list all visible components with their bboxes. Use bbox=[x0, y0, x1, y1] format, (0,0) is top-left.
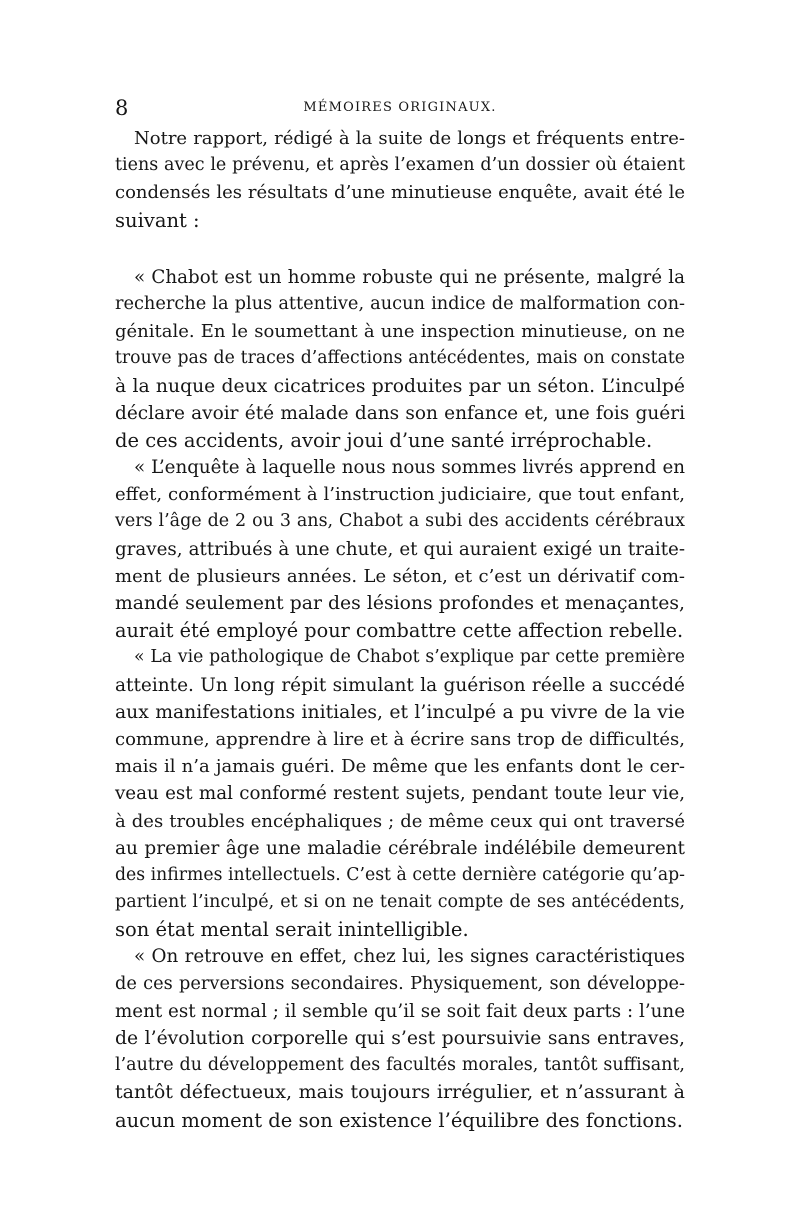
text-line: « La vie pathologique de Chabot s’explique par cette première bbox=[134, 647, 685, 668]
running-head: MÉMOIRES ORIGINAUX. bbox=[303, 100, 497, 115]
text-line: effet, conformément à l’instruction judiciaire, que tout enfant, bbox=[115, 484, 685, 506]
text-line: aucun moment de son existence l’équilibre des fonctions. bbox=[115, 1108, 683, 1132]
text-line: atteinte. Un long répit simulant la guérison réelle a succédé bbox=[115, 674, 685, 696]
text-line: l’autre du développement des facultés morales, tantôt suffisant, bbox=[115, 1055, 685, 1076]
paragraph bbox=[115, 644, 685, 943]
text-line: ment de plusieurs années. Le séton, et c’est un dérivatif com- bbox=[115, 565, 685, 587]
text-line: « L’enquête à laquelle nous nous sommes livrés apprend en bbox=[134, 457, 685, 479]
text-line: suivant : bbox=[115, 208, 200, 232]
paragraph-spacer bbox=[115, 234, 685, 264]
body-text bbox=[115, 125, 685, 1134]
text-line: tantôt défectueux, mais toujours irrégulier, et n’assurant à bbox=[115, 1081, 685, 1104]
text-line: des infirmes intellectuels. C’est à cette dernière catégorie qu’ap- bbox=[115, 864, 685, 885]
page-number: 8 bbox=[115, 96, 129, 120]
text-line: aurait été employé pour combattre cette affection rebelle. bbox=[115, 619, 684, 643]
text-line: recherche la plus attentive, aucun indice de malformation con- bbox=[115, 293, 685, 314]
text-line: ment est normal ; il semble qu’il se soit fait deux parts : l’une bbox=[115, 1000, 685, 1022]
text-line: graves, attribués à une chute, et qui auraient exigé un traite- bbox=[115, 538, 685, 560]
paragraph bbox=[115, 454, 685, 644]
text-line: vers l’âge de 2 ou 3 ans, Chabot a subi des accidents cérébraux bbox=[115, 511, 685, 532]
text-line: mais il n’a jamais guéri. De même que les enfants dont le cer- bbox=[115, 756, 685, 778]
text-line: son état mental serait inintelligible. bbox=[115, 918, 469, 942]
paragraph bbox=[115, 943, 685, 1133]
text-line: à des troubles encéphaliques ; de même ceux qui ont traversé bbox=[115, 810, 685, 832]
text-line: partient l’inculpé, et si on ne tenait compte de ses antécédents, bbox=[115, 892, 685, 913]
text-line: de ces perversions secondaires. Physiquement, son développe- bbox=[115, 973, 685, 994]
page-header bbox=[115, 96, 685, 120]
text-line: veau est mal conformé restent sujets, pendant toute leur vie, bbox=[115, 783, 685, 805]
paragraph bbox=[115, 125, 685, 234]
text-line: aux manifestations initiales, et l’inculpé a pu vivre de la vie bbox=[115, 701, 685, 723]
text-line: à la nuque deux cicatrices produites par un séton. L’inculpé bbox=[115, 375, 685, 397]
text-line: tiens avec le prévenu, et après l’examen d’un dossier où étaient bbox=[115, 155, 685, 176]
text-line: commune, apprendre à lire et à écrire sans trop de difficultés, bbox=[115, 728, 685, 750]
text-line: de l’évolution corporelle qui s’est poursuivie sans entraves, bbox=[115, 1028, 685, 1049]
text-line: génitale. En le soumettant à une inspection minutieuse, on ne bbox=[115, 321, 685, 343]
text-line: Notre rapport, rédigé à la suite de longs et fréquents entre- bbox=[134, 128, 685, 149]
text-line: mandé seulement par des lésions profondes et menaçantes, bbox=[115, 593, 685, 614]
paragraph bbox=[115, 264, 685, 454]
text-line: trouve pas de traces d’affections antécédentes, mais on constate bbox=[115, 348, 685, 369]
text-line: de ces accidents, avoir joui d’une santé irréprochable. bbox=[115, 428, 653, 452]
text-line: déclare avoir été malade dans son enfance et, une fois guéri bbox=[115, 402, 685, 424]
text-line: « Chabot est un homme robuste qui ne présente, malgré la bbox=[134, 266, 685, 288]
text-line: « On retrouve en effet, chez lui, les signes caractéristiques bbox=[134, 946, 685, 968]
text-line: au premier âge une maladie cérébrale indélébile demeurent bbox=[115, 837, 685, 859]
text-line: condensés les résultats d’une minutieuse enquête, avait été le bbox=[115, 182, 685, 204]
